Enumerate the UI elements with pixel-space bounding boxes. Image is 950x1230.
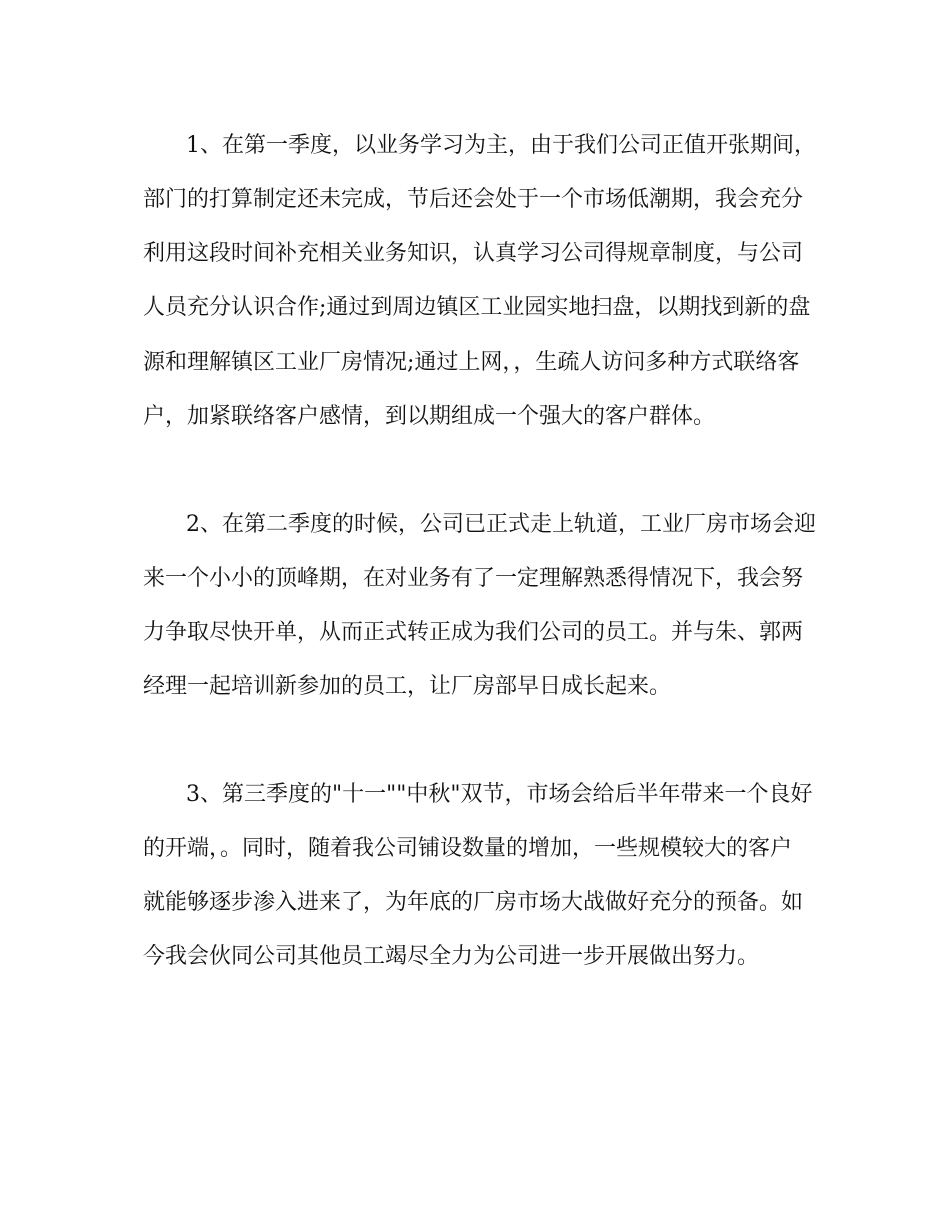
paragraph-1-line-6: 户，加紧联络客户感情，到以期组成一个强大的客户群体。 bbox=[143, 404, 716, 429]
paragraph-1-line-7 bbox=[143, 453, 823, 489]
paragraph-1-line-4: 人员充分认识合作;通过到周边镇区工业园实地扫盘，以期找到新的盘 bbox=[143, 295, 811, 320]
paragraph-1-line-1: 1、在第一季度，以业务学习为主，由于我们公司正值开张期间， bbox=[186, 133, 816, 158]
paragraph-2-line-5 bbox=[143, 723, 823, 759]
paragraph-2-line-3: 力争取尽快开单，从而正式转正成为我们公司的员工。并与朱、郭两 bbox=[143, 620, 804, 645]
paragraph-1-line-3: 利用这段时间补充相关业务知识，认真学习公司得规章制度，与公司 bbox=[143, 241, 804, 266]
paragraph-1-line-5: 源和理解镇区工业厂房情况;通过上网，，生疏人访问多种方式联络客 bbox=[143, 350, 800, 375]
paragraph-3-line-4: 今我会伙同公司其他员工竭尽全力为公司进一步开展做出努力。 bbox=[143, 944, 760, 969]
paragraph-2-line-2: 来一个小小的顶峰期，在对业务有了一定理解熟悉得情况下，我会努 bbox=[143, 566, 804, 591]
paragraph-3-line-5 bbox=[143, 993, 823, 1029]
paragraph-1-line-2: 部门的打算制定还未完成，节后还会处于一个市场低潮期，我会充分 bbox=[143, 187, 804, 212]
paragraph-3-line-6 bbox=[143, 1047, 823, 1083]
paragraph-3-line-3: 就能够逐步渗入进来了，为年底的厂房市场大战做好充分的预备。如 bbox=[143, 890, 804, 915]
paragraph-3-line-1: 3、第三季度的"十一""中秋"双节，市场会给后半年带来一个良好 bbox=[186, 782, 813, 807]
paragraph-3-line-2: 的开端，。同时，随着我公司铺设数量的增加，一些规模较大的客户 bbox=[143, 836, 793, 861]
paragraph-2-line-1: 2、在第二季度的时候，公司已正式走上轨道，工业厂房市场会迎 bbox=[186, 512, 816, 537]
paragraph-2-line-4: 经理一起培训新参加的员工，让厂房部早日成长起来。 bbox=[143, 674, 672, 699]
